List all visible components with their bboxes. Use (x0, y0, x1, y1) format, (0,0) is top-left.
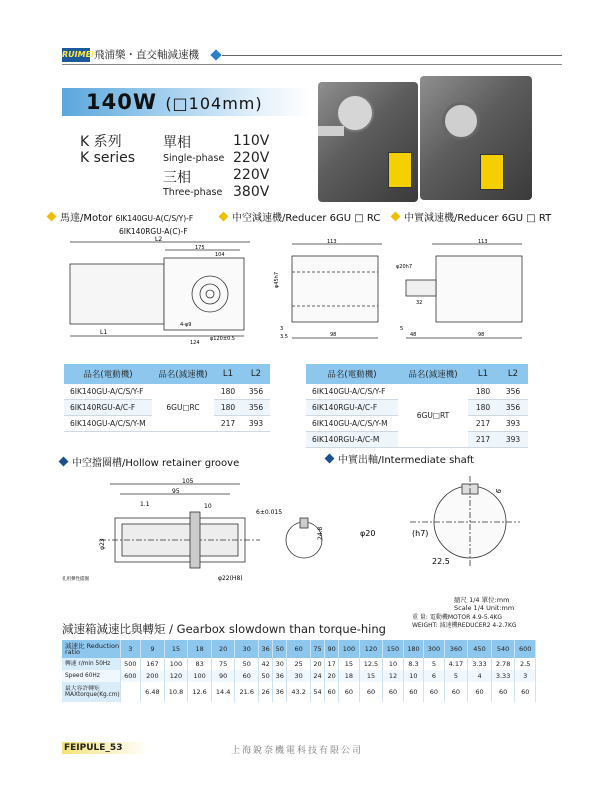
intermediate-shaft-title: 中實出軸/Intermediate shaft (326, 454, 474, 467)
table-cell: 4 (468, 670, 492, 682)
table-cell: 90 (211, 670, 235, 682)
ratio-label: 減速比 Reduction ratio (62, 640, 120, 658)
table-cell: 18 (339, 670, 359, 682)
table-row: 6IK140RGU-A/C-M 217 393 (306, 432, 528, 448)
speed60-label: Speed 60Hz (62, 670, 120, 682)
table-cell: 60 (468, 682, 492, 702)
table-cell: 30 (287, 670, 311, 682)
table-cell: 60 (444, 682, 468, 702)
table-cell: 12.6 (188, 682, 212, 702)
header-rule (222, 55, 562, 56)
table-cell: 21.6 (235, 682, 259, 702)
brand-logo: RUIMEI (62, 48, 90, 62)
table-cell: 12.5 (359, 658, 383, 670)
table-cell: 90 (325, 640, 339, 658)
motor-model-2: 6IK140RGU-A(C)-F (119, 227, 188, 236)
bullet-diamond-icon (47, 212, 57, 222)
motor-model-1: 6IK140GU-A(C/S/Y)-F (115, 214, 194, 223)
solid-reducer-drawing (396, 238, 536, 346)
table-cell: 3 (515, 670, 536, 682)
table-cell: 8.3 (403, 658, 423, 670)
table-cell: 600 (515, 640, 536, 658)
table-cell: 5 (444, 670, 468, 682)
col-L2: L2 (242, 364, 270, 384)
table-cell: 5 (424, 658, 444, 670)
dim-5: 5 (400, 326, 404, 332)
speed60-row (62, 670, 536, 682)
table-cell: 2.5 (515, 658, 536, 670)
table-cell: 200 (141, 670, 165, 682)
table-cell: 12 (383, 670, 403, 682)
table-cell: 24 (310, 670, 324, 682)
table-cell: 36 (259, 640, 273, 658)
dim-23: φ23 (99, 538, 106, 550)
table-cell: 60 (403, 682, 423, 702)
retainer-note: 孔用彈性擋圈 (62, 577, 89, 582)
bullet-diamond-icon (59, 457, 69, 467)
dim-98-solid: 98 (478, 332, 485, 338)
table-cell: 50 (235, 658, 259, 670)
speed50-row (62, 658, 536, 670)
bullet-diamond-icon (325, 454, 335, 464)
table-cell: 3.33 (468, 658, 492, 670)
table-cell: 180 (403, 640, 423, 658)
table-row: 6IK140RGU-A/C-F 180 356 (306, 400, 528, 416)
col-L1: L1 (214, 364, 242, 384)
table-cell: 54 (310, 682, 324, 702)
solid-reducer-title: 中實減速機/Reducer 6GU □ RT (392, 212, 551, 225)
dim-22h8: φ22(H8) (218, 575, 243, 582)
table-cell: 36 (273, 682, 287, 702)
table-cell: 60 (339, 682, 359, 702)
dim-pcd: φ120±0.5 (210, 336, 235, 342)
table-cell: 100 (188, 670, 212, 682)
table-cell: 167 (141, 658, 165, 670)
speed50-label: 轉速 r/min 50Hz (62, 658, 120, 670)
model-size: (□104mm) (165, 94, 263, 113)
dim-124: 124 (190, 340, 200, 346)
col-reducer: 品名(減速機) (398, 364, 468, 384)
product-photo-solid (420, 76, 532, 200)
table-cell: 25 (287, 658, 311, 670)
dim-48: 48 (410, 332, 417, 338)
volt-220-three: 220V (233, 167, 270, 183)
table-cell: 17 (325, 658, 339, 670)
weight-note: 重 量: 電動機MOTOR 4.9-5.4KG WEIGHT: 減速機REDUCER2 4-2.7KG (412, 614, 517, 629)
phase-three-cn: 三相 (163, 170, 191, 186)
dim-113-hollow: 113 (327, 239, 337, 245)
table-cell: 75 (211, 658, 235, 670)
dim-20h7: φ20h7 (396, 264, 413, 270)
table-cell: 10.8 (164, 682, 188, 702)
table-row: 6IK140GU-A/C/S/Y-F 6GU□RT 180 356 (306, 384, 528, 400)
dim-22_5: 22.5 (432, 557, 450, 566)
scale-note: 縮尺 1/4 單位:mm Scale 1/4 Unit:mm (454, 596, 515, 612)
table-cell: 540 (491, 640, 515, 658)
solid-spec-table (306, 364, 528, 448)
table-row: 6IK140GU-A/C/S/Y-M 217 393 (306, 416, 528, 432)
volt-220-single: 220V (233, 150, 270, 166)
model-title (86, 89, 263, 117)
series-en: K series (80, 150, 136, 166)
table-cell: 20 (325, 670, 339, 682)
table-cell: 60 (287, 640, 311, 658)
table-cell: 60 (383, 682, 403, 702)
col-reducer: 品名(減速機) (152, 364, 214, 384)
hollow-spec-table (64, 364, 270, 432)
bullet-diamond-icon (391, 212, 401, 222)
table-row: 6IK140RGU-A/C-F 180 356 (64, 400, 270, 416)
table-cell (120, 682, 140, 702)
torque-label: 最大容許轉矩 MAXtorque(Kg.cm) (62, 682, 120, 702)
table-cell: 42 (259, 658, 273, 670)
table-cell: 15 (359, 670, 383, 682)
table-cell: 30 (235, 640, 259, 658)
table-row: 6IK140GU-A/C/S/Y-M 217 393 (64, 416, 270, 432)
table-cell: 30 (273, 658, 287, 670)
table-cell: 14.4 (211, 682, 235, 702)
dim-1_1: 1.1 (140, 501, 150, 508)
reducer-cell: 6GU□RC (152, 384, 214, 432)
phase-single-en: Single-phase (163, 153, 225, 164)
table-cell: 60 (235, 670, 259, 682)
dim-L1: L1 (100, 329, 108, 336)
col-motor: 品名(電動機) (64, 364, 152, 384)
table-cell: 3.33 (491, 670, 515, 682)
table-cell: 6.48 (141, 682, 165, 702)
table-cell: 9 (141, 640, 165, 658)
dim-6: 6±0.015 (256, 509, 283, 516)
table-cell: 2.78 (491, 658, 515, 670)
dim-45h7: φ45h7 (274, 271, 280, 288)
table-row: 6IK140GU-A/C/S/Y-F 6GU□RC 180 356 (64, 384, 270, 400)
reducer-cell: 6GU□RT (398, 384, 468, 448)
table-cell: 300 (424, 640, 444, 658)
table-cell: 100 (339, 640, 359, 658)
table-cell: 100 (164, 658, 188, 670)
table-cell: 150 (383, 640, 403, 658)
dim-L2: L2 (155, 236, 163, 243)
dim-113-solid: 113 (478, 239, 488, 245)
series-cn: K 系列 (80, 134, 122, 150)
table-cell: 60 (359, 682, 383, 702)
company-name: 上海銳奈機電科技有限公司 (230, 746, 363, 756)
bullet-diamond-icon (219, 212, 229, 222)
col-motor: 品名(電動機) (306, 364, 398, 384)
dim-98-hollow: 98 (330, 332, 337, 338)
dim-3-hollow: 3 (280, 326, 284, 332)
table-cell: 360 (444, 640, 468, 658)
dim-24_8: 24.8 (317, 526, 324, 540)
table-cell: 120 (164, 670, 188, 682)
motor-section-title: 馬達/Motor 6IK140GU-A(C/S/Y)-F (48, 212, 193, 225)
hollow-reducer-drawing (272, 238, 392, 346)
table-cell: 50 (273, 640, 287, 658)
model-power: 140W (86, 90, 157, 114)
dim-175: 175 (195, 245, 205, 251)
table-header-row (306, 364, 528, 384)
hollow-groove-title: 中空擋圈槽/Hollow retainer groove (60, 457, 239, 470)
dim-h7-shaft: (h7) (412, 529, 429, 538)
torque-title: 減速箱減速比與轉矩 / Gearbox slowdown than torque-hing (62, 622, 386, 636)
phase-three-en: Three-phase (163, 187, 223, 198)
table-cell: 36 (273, 670, 287, 682)
table-cell: 60 (424, 682, 444, 702)
table-cell: 83 (188, 658, 212, 670)
table-cell: 10 (403, 670, 423, 682)
dim-holes: 4-φ9 (180, 322, 192, 328)
table-cell: 10 (383, 658, 403, 670)
dim-6-shaft: 6 (494, 487, 504, 495)
col-L2: L2 (498, 364, 528, 384)
table-cell: 60 (325, 682, 339, 702)
page-number: FEIPULE_53 (62, 742, 148, 754)
table-cell: 4.17 (444, 658, 468, 670)
table-cell: 20 (211, 640, 235, 658)
table-cell: 600 (120, 670, 140, 682)
torque-table (62, 640, 536, 702)
torque-row (62, 682, 536, 702)
volt-110: 110V (233, 133, 270, 149)
table-cell: 18 (188, 640, 212, 658)
table-cell: 26 (259, 682, 273, 702)
table-cell: 15 (339, 658, 359, 670)
ratio-row (62, 640, 536, 658)
table-cell: 60 (491, 682, 515, 702)
dim-10: 10 (204, 503, 212, 510)
dim-3_5-hollow: 3.5 (280, 334, 288, 340)
table-cell: 20 (310, 658, 324, 670)
dim-20-shaft: φ20 (360, 529, 376, 538)
hollow-groove-drawing (60, 474, 330, 594)
table-cell: 50 (259, 670, 273, 682)
header-diamond (210, 49, 221, 60)
phase-single-cn: 單相 (163, 135, 191, 151)
table-cell: 15 (164, 640, 188, 658)
table-cell: 500 (120, 658, 140, 670)
table-cell: 450 (468, 640, 492, 658)
table-header-row (64, 364, 270, 384)
dim-104: 104 (215, 252, 225, 258)
table-cell: 60 (515, 682, 536, 702)
table-cell: 3 (120, 640, 140, 658)
motor-dimension-drawing (60, 236, 270, 346)
volt-380: 380V (233, 184, 270, 200)
dim-32: 32 (416, 300, 423, 306)
product-photo-hollow (318, 82, 418, 202)
dim-95: 95 (172, 488, 180, 495)
header-title: 飛浦樂・直交軸減速機 (94, 49, 199, 61)
table-cell: 75 (310, 640, 324, 658)
table-cell: 6 (424, 670, 444, 682)
header-underline (62, 64, 562, 65)
col-L1: L1 (468, 364, 498, 384)
intermediate-shaft-drawing (350, 472, 530, 582)
hollow-reducer-title: 中空減速機/Reducer 6GU □ RC (220, 212, 380, 225)
table-cell: 43.2 (287, 682, 311, 702)
table-cell: 120 (359, 640, 383, 658)
dim-105: 105 (182, 478, 194, 485)
